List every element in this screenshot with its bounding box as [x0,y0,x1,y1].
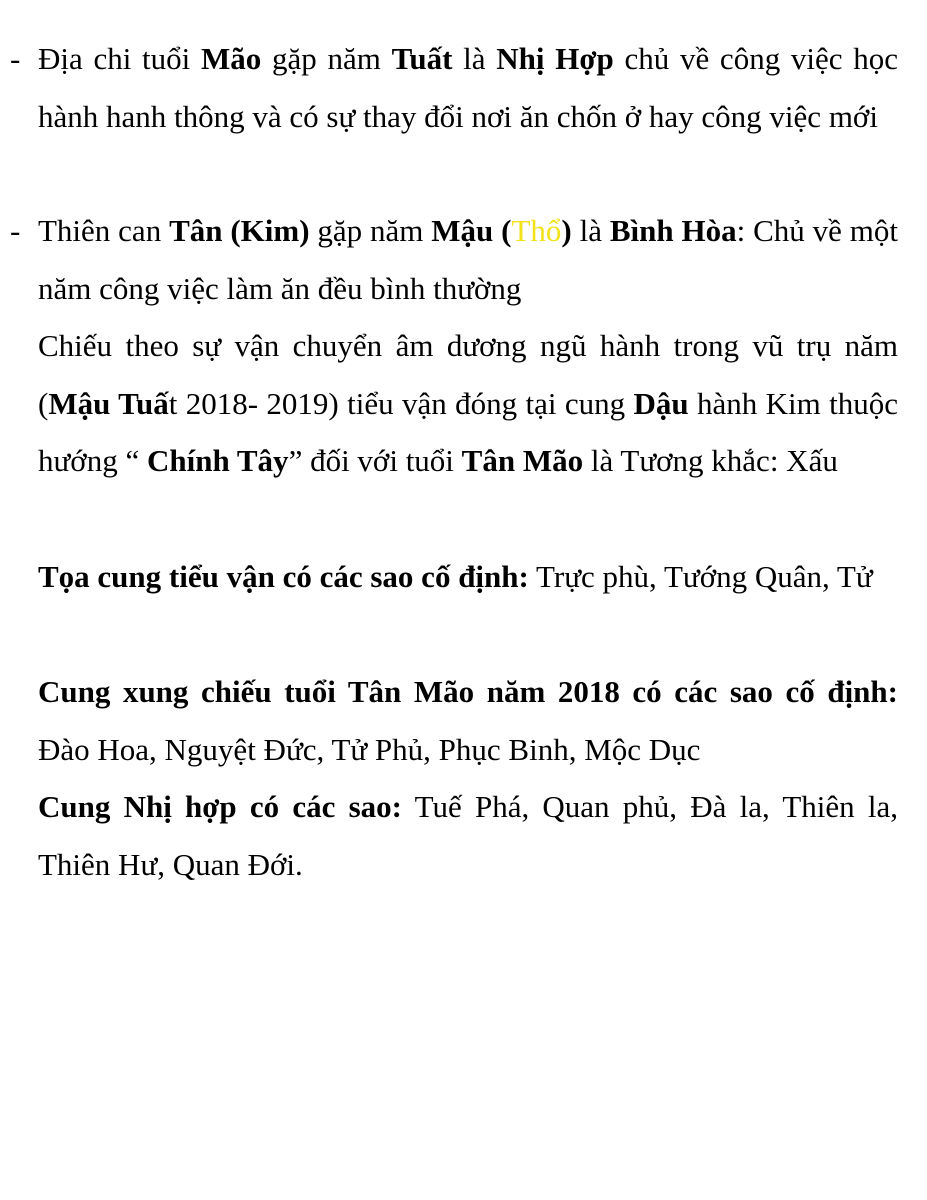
text-run: Tuế Phá, Quan phủ, Đà la, Thiên la, Thiên Hư, Quan Đới. [38,789,898,882]
bold-run: Cung xung chiếu tuổi Tân Mão năm 2018 có các sao cố định: [38,674,898,709]
bullet-dash-2: - [10,213,21,248]
text-run: hành Kim thuộc hướng “ [38,385,898,479]
text-run: là Tương khắc: Xấu [583,443,838,479]
bold-run: Cung Nhị hợp có các sao: [38,789,402,824]
bold-run: Chính Tây [146,443,289,479]
text-run: Thiên can [38,213,170,248]
paragraph-cung-nhi-hop [38,778,898,893]
bold-run: Tân Mão [461,443,584,479]
paragraph-dia-chi [38,30,898,145]
bullet-dash-1: - [10,41,21,76]
bold-run: Tọa cung tiểu vận có các sao cố định: [38,559,529,594]
bold-run: Nhị Hợp [496,41,614,76]
bold-run: Dậu [633,385,689,421]
text-run: Địa chi tuổi [38,41,202,76]
highlighted-run: Thổ [511,213,562,248]
text-run: gặp năm [309,213,432,248]
bold-run: Mậu Tuấ [48,385,169,421]
bold-run: Mão [201,41,262,76]
bold-run: ) [561,213,572,248]
text-run: : Chủ về một năm công việc làm ăn đều bình thường [38,213,898,306]
bold-run: Tân (Kim) [169,213,310,248]
text-run: là [452,41,497,76]
bold-run: Tuất [391,41,453,76]
text-run: gặp năm [261,41,392,76]
paragraph-thien-can [38,202,898,317]
text-run: t 2018- 2019) tiểu vận đóng tại cung [168,385,634,421]
bold-run: Mậu ( [431,213,512,248]
text-run: Đào Hoa, Nguyệt Đức, Tử Phủ, Phục Binh, Mộc Dục [38,731,701,767]
text-run: ” đối với tuổi [288,443,462,479]
paragraph-cung-xung-chieu [38,663,898,778]
text-run: Chiếu theo sự vận chuyển âm dương ngũ hành trong vũ trụ năm ( [38,328,898,421]
text-run: Trực phù, Tướng Quân, Tử [528,559,873,594]
bold-run: Bình Hòa [609,213,737,248]
text-run: chủ về công việc học hành hanh thông và có sự thay đổi nơi ăn chốn ở hay công việc mới [38,41,899,134]
paragraph-chieu-theo [38,317,898,490]
text-run: là [571,213,610,248]
paragraph-toa-cung [38,548,898,606]
